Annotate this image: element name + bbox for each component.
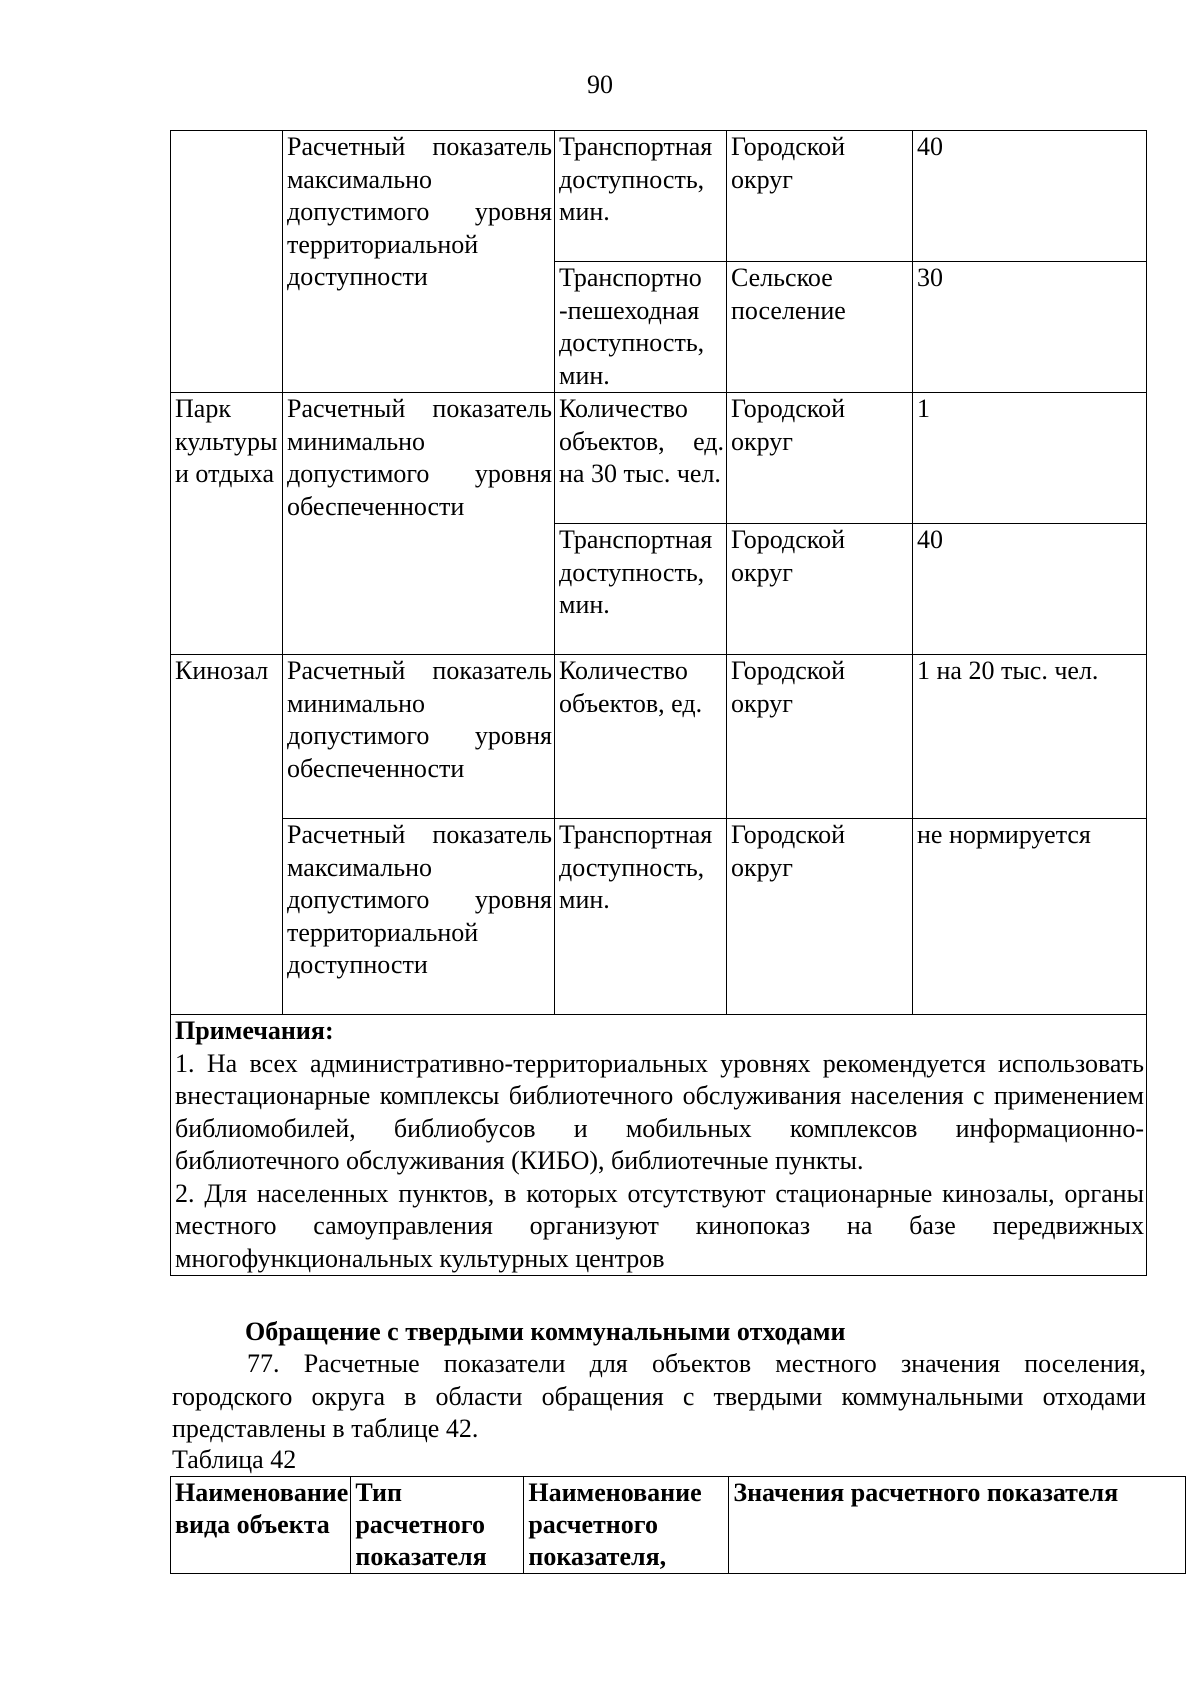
section-heading: Обращение с твердыми коммунальными отходами (245, 1317, 846, 1346)
territory-cell: Городской округ (727, 393, 913, 524)
indicator-name-cell: Транспортно -пешеходная доступность, мин. (555, 262, 727, 393)
table-row (171, 393, 1147, 524)
indicator-name-cell: Количество объектов, ед. (555, 655, 727, 819)
indicators-table (170, 130, 1147, 1276)
object-name-cell: Парк культуры и отдыха (171, 393, 283, 655)
value-cell: 30 (913, 262, 1147, 393)
territory-cell: Сельское поселение (727, 262, 913, 393)
column-header: Значения расчетного показателя (729, 1477, 1186, 1574)
section-paragraph: 77. Расчетные показатели для объектов местного значения поселения, городского округа в области обращения с твердыми коммунальными отходами представлены в таблице 42. (172, 1349, 1146, 1443)
indicator-name-cell: Транспортная доступность, мин. (555, 524, 727, 655)
notes-row (171, 1015, 1147, 1276)
value-cell: 40 (913, 131, 1147, 262)
territory-cell: Городской округ (727, 524, 913, 655)
indicator-type-cell: Расчетный показатель максимально допустимого уровня территориальной доступности (283, 131, 555, 393)
table-42 (170, 1476, 1186, 1574)
value-cell: не нормируется (913, 819, 1147, 1015)
value-cell: 40 (913, 524, 1147, 655)
object-name-cell (171, 131, 283, 393)
notes-title: Примечания: (175, 1016, 334, 1045)
indicator-type-cell: Расчетный показатель минимально допустимого уровня обеспеченности (283, 393, 555, 655)
column-header: Тип расчетного показателя (351, 1477, 524, 1574)
object-name-cell: Кинозал (171, 655, 283, 1015)
notes-cell (171, 1015, 1147, 1276)
table-header-row (171, 1477, 1186, 1574)
page-number: 90 (587, 70, 613, 99)
note-item: 2. Для населенных пунктов, в которых отсутствуют стационарные кинозалы, органы местного самоуправления организуют кинопоказ на базе передвижных многофункциональных культурных центров (175, 1178, 1144, 1273)
note-item: 1. На всех административно-территориальных уровнях рекомендуется использовать внестационарные комплексы библиотечного обслуживания населения с применением библиомобилей, библиобусов и мобильных комплексов информационно-библиотечного обслуживания (КИБО), библиотечные пункты. (175, 1048, 1144, 1175)
value-cell: 1 (913, 393, 1147, 524)
value-cell: 1 на 20 тыс. чел. (913, 655, 1147, 819)
territory-cell: Городской округ (727, 819, 913, 1015)
territory-cell: Городской округ (727, 131, 913, 262)
table-row (171, 131, 1147, 262)
column-header: Наименование расчетного показателя, (524, 1477, 729, 1574)
table-row (171, 655, 1147, 819)
indicator-type-cell: Расчетный показатель максимально допустимого уровня территориальной доступности (283, 819, 555, 1015)
column-header: Наименование вида объекта (171, 1477, 351, 1574)
indicator-name-cell: Количество объектов, ед. на 30 тыс. чел. (555, 393, 727, 524)
indicator-name-cell: Транспортная доступность, мин. (555, 131, 727, 262)
territory-cell: Городской округ (727, 655, 913, 819)
indicator-type-cell: Расчетный показатель минимально допустимого уровня обеспеченности (283, 655, 555, 819)
table-row (171, 819, 1147, 1015)
table-caption: Таблица 42 (172, 1445, 297, 1474)
indicator-name-cell: Транспортная доступность, мин. (555, 819, 727, 1015)
